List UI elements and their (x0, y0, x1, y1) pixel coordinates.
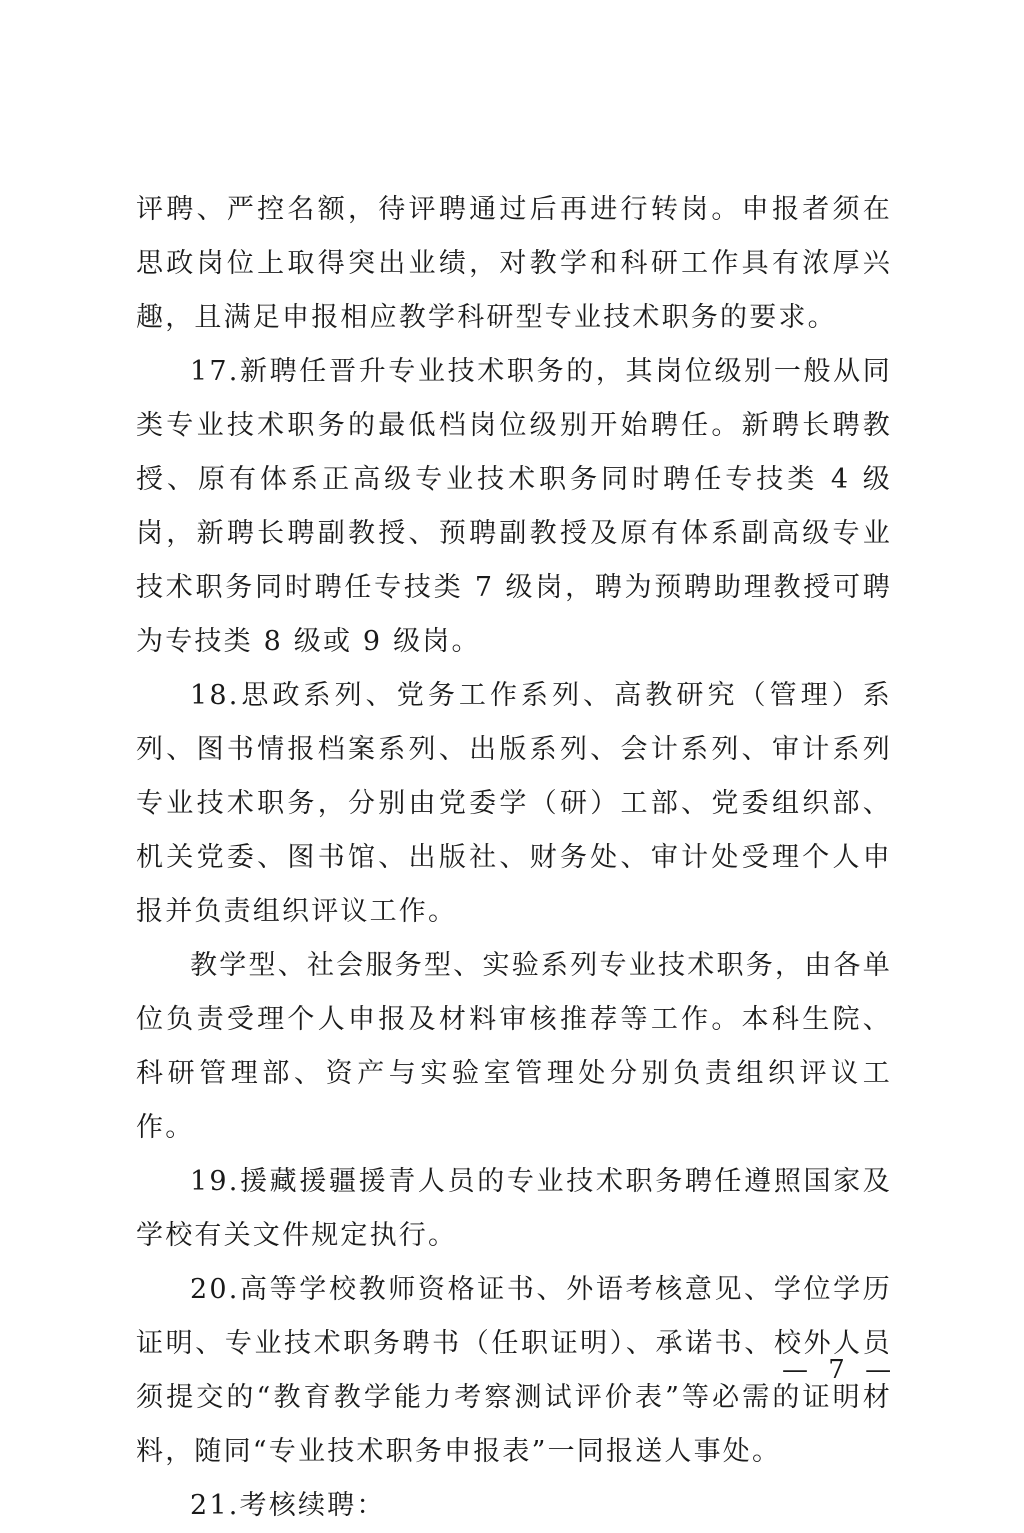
paragraph-item-21: 21.考核续聘： (190, 1490, 386, 1521)
document-body (136, 183, 892, 1533)
paragraph-continuation: 评聘、严控名额，待评聘通过后再进行转岗。申报者须在思政岗位上取得突出业绩，对教学和科研工作具有浓厚兴趣，且满足申报相应教学科研型专业技术职务的要求。 (136, 194, 892, 333)
paragraph-item-19: 19.援藏援疆援青人员的专业技术职务聘任遵照国家及学校有关文件规定执行。 (136, 1166, 892, 1251)
paragraph-item-20: 20.高等学校教师资格证书、外语考核意见、学位学历证明、专业技术职务聘书（任职证明）、承诺书、校外人员须提交的“教育教学能力考察测试评价表”等必需的证明材料，随同“专业技术职务申报表”一同报送人事处。 (136, 1274, 892, 1467)
page-number: — 7 — (782, 1355, 898, 1385)
paragraph-item-18: 18.思政系列、党务工作系列、高教研究（管理）系列、图书情报档案系列、出版系列、会计系列、审计系列专业技术职务，分别由党委学（研）工部、党委组织部、机关党委、图书馆、出版社、财务处、审计处受理个人申报并负责组织评议工作。 (136, 680, 892, 927)
paragraph-item-18-continued: 教学型、社会服务型、实验系列专业技术职务，由各单位负责受理个人申报及材料审核推荐等工作。本科生院、科研管理部、资产与实验室管理处分别负责组织评议工作。 (136, 950, 892, 1143)
paragraph-item-17: 17.新聘任晋升专业技术职务的，其岗位级别一般从同类专业技术职务的最低档岗位级别开始聘任。新聘长聘教授、原有体系正高级专业技术职务同时聘任专技类 4 级岗，新聘长聘副教授、预聘副教授及原有体系副高级专业技术职务同时聘任专技类 7 级岗，聘为预聘助理教授可聘为专技类 8 级或 9 级岗。 (136, 356, 892, 657)
